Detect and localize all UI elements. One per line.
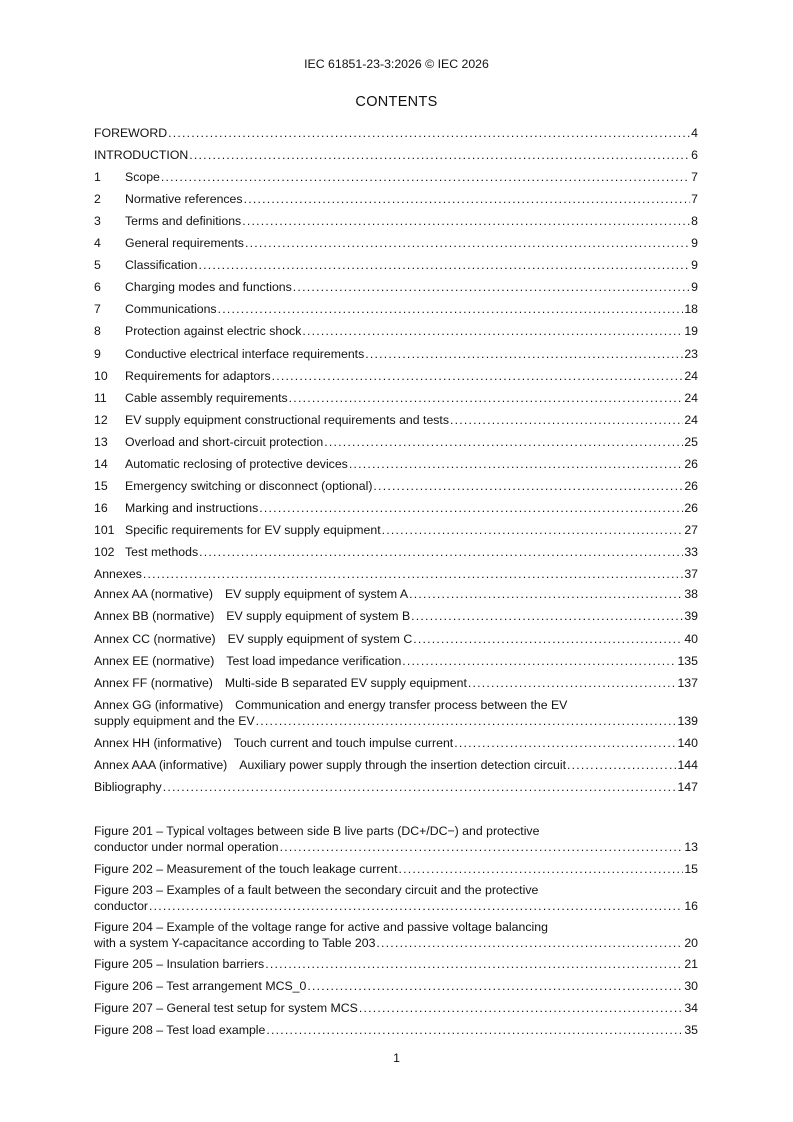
- toc-entry[interactable]: [94, 257, 698, 273]
- clause-title: Protection against electric shock: [125, 324, 302, 339]
- clause-number: 6: [94, 280, 101, 295]
- toc-entry[interactable]: [94, 125, 698, 141]
- entry-text-continued: conductor: [94, 899, 149, 913]
- dot-leader: [163, 779, 677, 795]
- dot-leader: [307, 978, 683, 994]
- entry-page: 7: [691, 170, 698, 185]
- entry-label: [94, 346, 364, 362]
- figure-entry[interactable]: [94, 978, 698, 994]
- figure-title: Figure 201 – Typical voltages between side B live parts (DC+/DC−) and protective: [94, 824, 540, 838]
- clause-title: Test methods: [125, 544, 199, 559]
- clause-number: 7: [94, 302, 101, 317]
- entry-page: 19: [684, 324, 698, 339]
- annex-entry[interactable]: [94, 735, 698, 751]
- dot-leader: [198, 257, 690, 273]
- annex-label: Annex EE (normative): [94, 654, 215, 668]
- clause-number: 8: [94, 324, 101, 339]
- annex-entry[interactable]: [94, 779, 698, 795]
- entry-label: [94, 757, 566, 773]
- figure-entry[interactable]: [94, 919, 698, 951]
- annex-label: Annex CC (normative): [94, 632, 216, 646]
- entry-page: 140: [677, 736, 698, 750]
- toc-entry[interactable]: [94, 169, 698, 185]
- dot-leader: [382, 522, 684, 538]
- entry-page: 38: [684, 587, 698, 601]
- entry-label: [94, 544, 198, 560]
- dot-leader: [324, 434, 683, 450]
- entry-page: 24: [684, 390, 698, 405]
- annex-label: Annex GG (informative): [94, 698, 224, 712]
- entry-label: [94, 213, 241, 229]
- annex-title: Test load impedance verification: [226, 654, 402, 668]
- toc-entry[interactable]: [94, 346, 698, 362]
- entry-page: 13: [684, 840, 698, 854]
- dot-leader: [149, 898, 683, 914]
- entry-page: 9: [691, 280, 698, 295]
- clause-title: EV supply equipment constructional requirements and tests: [125, 412, 449, 427]
- annex-entry[interactable]: [94, 697, 698, 729]
- entry-label: [94, 956, 264, 972]
- dot-leader: [143, 566, 683, 582]
- entry-page: 135: [677, 654, 698, 668]
- clause-title: Automatic reclosing of protective devices: [125, 456, 348, 471]
- dot-leader: [289, 390, 684, 406]
- toc-entry[interactable]: [94, 323, 698, 339]
- clause-title: Terms and definitions: [125, 214, 242, 229]
- entry-page: 4: [691, 126, 698, 140]
- clause-title: Communications: [125, 302, 217, 317]
- clause-title: Marking and instructions: [125, 500, 259, 515]
- dot-leader: [365, 346, 683, 362]
- entry-label: [94, 1000, 358, 1016]
- entry-page: 30: [684, 979, 698, 993]
- clause-number: 5: [94, 258, 101, 273]
- entry-page: 8: [691, 214, 698, 229]
- entry-label: [94, 675, 467, 691]
- clause-title: Overload and short-circuit protection: [125, 434, 324, 449]
- toc-entry[interactable]: [94, 279, 698, 295]
- dot-leader: [280, 839, 684, 855]
- entry-page: 37: [684, 567, 698, 581]
- entry-page: 24: [684, 368, 698, 383]
- toc-entry[interactable]: [94, 478, 698, 494]
- dot-leader: [259, 500, 683, 516]
- document-header: IEC 61851-23-3:2026 © IEC 2026: [304, 57, 489, 71]
- dot-leader: [189, 147, 690, 163]
- annex-entry[interactable]: [94, 608, 698, 624]
- clause-number: 1: [94, 170, 101, 185]
- entry-page: 147: [677, 780, 698, 794]
- dot-leader: [244, 191, 691, 207]
- toc-entry[interactable]: [94, 368, 698, 384]
- entry-page: 139: [677, 714, 698, 728]
- toc-entry[interactable]: [94, 412, 698, 428]
- entry-label: [94, 500, 258, 516]
- dot-leader: [266, 1022, 683, 1038]
- toc-entry[interactable]: [94, 147, 698, 163]
- entry-page: 7: [691, 192, 698, 207]
- annex-title: Auxiliary power supply through the insertion detection circuit: [239, 758, 567, 772]
- entry-page: 144: [677, 758, 698, 772]
- annex-title: Touch current and touch impulse current: [233, 736, 454, 750]
- entry-page: 33: [684, 544, 698, 559]
- dot-leader: [161, 169, 690, 185]
- entry-page: 26: [684, 456, 698, 471]
- dot-leader: [218, 301, 684, 317]
- entry-label: [94, 478, 372, 494]
- clause-title: General requirements: [125, 236, 244, 251]
- entry-page: 35: [684, 1023, 698, 1037]
- page-title: CONTENTS: [355, 94, 438, 110]
- entry-page: 40: [684, 632, 698, 646]
- entry-text-continued: conductor under normal operation: [94, 840, 279, 854]
- figure-entry[interactable]: [94, 956, 698, 972]
- dot-leader: [199, 544, 683, 560]
- entry-page: 9: [691, 258, 698, 273]
- entry-page: 9: [691, 236, 698, 251]
- annex-entry[interactable]: [94, 653, 698, 669]
- dot-leader: [402, 653, 676, 669]
- annex-entry[interactable]: [94, 757, 698, 773]
- entry-label: [94, 1022, 265, 1038]
- dot-leader: [272, 368, 684, 384]
- annex-title: Multi-side B separated EV supply equipment: [224, 676, 467, 690]
- toc-entry[interactable]: [94, 544, 698, 560]
- clause-title: INTRODUCTION: [94, 148, 189, 163]
- dot-leader: [245, 235, 690, 251]
- entry-label: [94, 125, 167, 141]
- clause-number: 16: [94, 500, 108, 515]
- clause-number: 102: [94, 544, 115, 559]
- figure-title: Figure 202 – Measurement of the touch leakage current: [94, 862, 398, 876]
- toc-entry[interactable]: [94, 566, 698, 582]
- dot-leader: [413, 631, 683, 647]
- clause-title: Annexes: [94, 567, 142, 581]
- dot-leader: [450, 412, 683, 428]
- clause-number: 9: [94, 346, 101, 361]
- entry-label: [94, 301, 217, 317]
- entry-page: 26: [684, 500, 698, 515]
- entry-page: 39: [684, 609, 698, 623]
- toc-entry[interactable]: [94, 191, 698, 207]
- entry-label: [94, 456, 348, 472]
- entry-page: 23: [684, 346, 698, 361]
- figure-title: Figure 203 – Examples of a fault between the secondary circuit and the protective: [94, 883, 539, 897]
- entry-label: [94, 434, 323, 450]
- dot-leader: [302, 323, 683, 339]
- annex-label: Annex BB (normative): [94, 609, 215, 623]
- dot-leader: [454, 735, 676, 751]
- dot-leader: [373, 478, 683, 494]
- annex-label: Annex AA (normative): [94, 587, 213, 601]
- dot-leader: [349, 456, 683, 472]
- entry-page: 16: [684, 899, 698, 913]
- entry-page: 6: [691, 148, 698, 163]
- entry-label: [94, 390, 288, 406]
- figure-title: Figure 204 – Example of the voltage range for active and passive voltage balancing: [94, 920, 548, 934]
- entry-page: 20: [684, 936, 698, 950]
- figure-entry[interactable]: [94, 823, 698, 855]
- entry-label: [94, 735, 453, 751]
- entry-label: [94, 978, 306, 994]
- clause-number: 12: [94, 412, 108, 427]
- annex-title: Bibliography: [94, 780, 162, 794]
- clause-number: 11: [94, 390, 107, 405]
- figure-entry[interactable]: [94, 882, 698, 914]
- figure-title: Figure 208 – Test load example: [94, 1023, 266, 1037]
- annex-entry[interactable]: [94, 675, 698, 691]
- toc-entry[interactable]: [94, 213, 698, 229]
- dot-leader: [265, 956, 683, 972]
- clause-title: Specific requirements for EV supply equipment: [125, 522, 381, 537]
- annex-title: Communication and energy transfer process between the EV: [235, 698, 568, 712]
- toc-entry[interactable]: [94, 390, 698, 406]
- clause-number: 15: [94, 478, 108, 493]
- entry-label: [94, 631, 412, 647]
- entry-label: [94, 779, 162, 795]
- clause-number: 4: [94, 236, 101, 251]
- clause-title: Requirements for adaptors: [125, 368, 271, 383]
- dot-leader: [168, 125, 690, 141]
- annex-label: Annex HH (informative): [94, 736, 222, 750]
- annex-label: Annex FF (normative): [94, 676, 213, 690]
- toc-entry[interactable]: [94, 500, 698, 516]
- entry-page: 24: [684, 412, 698, 427]
- entry-label: [94, 412, 449, 428]
- clause-title: Cable assembly requirements: [125, 390, 288, 405]
- entry-label: [94, 235, 244, 251]
- entry-page: 137: [677, 676, 698, 690]
- clause-number: 101: [94, 522, 115, 537]
- entry-label: [94, 147, 188, 163]
- dot-leader: [359, 1000, 683, 1016]
- clause-number: 2: [94, 192, 101, 207]
- annex-label: Annex AAA (informative): [94, 758, 228, 772]
- clause-number: 14: [94, 456, 108, 471]
- figure-entry[interactable]: [94, 861, 698, 877]
- clause-title: Scope: [125, 170, 160, 185]
- dot-leader: [256, 713, 677, 729]
- clause-number: 3: [94, 214, 101, 229]
- dot-leader: [242, 213, 690, 229]
- entry-label: [94, 522, 381, 538]
- clause-title: FOREWORD: [94, 126, 168, 140]
- annex-title: EV supply equipment of system C: [227, 632, 413, 646]
- entry-label: [94, 608, 410, 624]
- figure-entry[interactable]: [94, 1000, 698, 1016]
- clause-number: 10: [94, 368, 108, 383]
- entry-page: 34: [684, 1001, 698, 1015]
- entry-label: [94, 653, 401, 669]
- entry-label: [94, 257, 197, 273]
- toc-entry[interactable]: [94, 301, 698, 317]
- toc-entry[interactable]: [94, 235, 698, 251]
- entry-label: [94, 191, 243, 207]
- dot-leader: [411, 608, 683, 624]
- entry-page: 15: [684, 862, 698, 876]
- clause-title: Normative references: [125, 192, 243, 207]
- entry-label: [94, 368, 271, 384]
- figure-title: Figure 206 – Test arrangement MCS_0: [94, 979, 307, 993]
- entry-page: 25: [684, 434, 698, 449]
- clause-number: 13: [94, 434, 108, 449]
- annex-entry[interactable]: [94, 586, 698, 602]
- clause-title: Emergency switching or disconnect (optional): [125, 478, 373, 493]
- entry-page: 18: [684, 302, 698, 317]
- entry-label: [94, 586, 408, 602]
- dot-leader: [409, 586, 683, 602]
- entry-label: [94, 861, 398, 877]
- entry-label: [94, 566, 142, 582]
- entry-text-continued: supply equipment and the EV: [94, 714, 255, 728]
- figure-title: Figure 207 – General test setup for system MCS: [94, 1001, 358, 1015]
- clause-title: Charging modes and functions: [125, 280, 292, 295]
- figure-entry[interactable]: [94, 1022, 698, 1038]
- toc-entry[interactable]: [94, 456, 698, 472]
- entry-label: [94, 323, 301, 339]
- entry-label: [94, 279, 292, 295]
- page-number: 1: [393, 1051, 400, 1065]
- dot-leader: [399, 861, 684, 877]
- entry-text-continued: with a system Y-capacitance according to Table 203: [94, 936, 376, 950]
- figure-title: Figure 205 – Insulation barriers: [94, 957, 265, 971]
- entry-page: 27: [684, 522, 698, 537]
- toc-entry[interactable]: [94, 522, 698, 538]
- clause-title: Conductive electrical interface requirements: [125, 346, 365, 361]
- entry-page: 21: [684, 957, 698, 971]
- annex-entry[interactable]: [94, 631, 698, 647]
- clause-title: Classification: [125, 258, 198, 273]
- dot-leader: [468, 675, 677, 691]
- dot-leader: [567, 757, 676, 773]
- entry-label: [94, 169, 160, 185]
- annex-title: EV supply equipment of system B: [226, 609, 411, 623]
- dot-leader: [293, 279, 690, 295]
- toc-entry[interactable]: [94, 434, 698, 450]
- dot-leader: [376, 935, 683, 951]
- entry-page: 26: [684, 478, 698, 493]
- annex-title: EV supply equipment of system A: [224, 587, 409, 601]
